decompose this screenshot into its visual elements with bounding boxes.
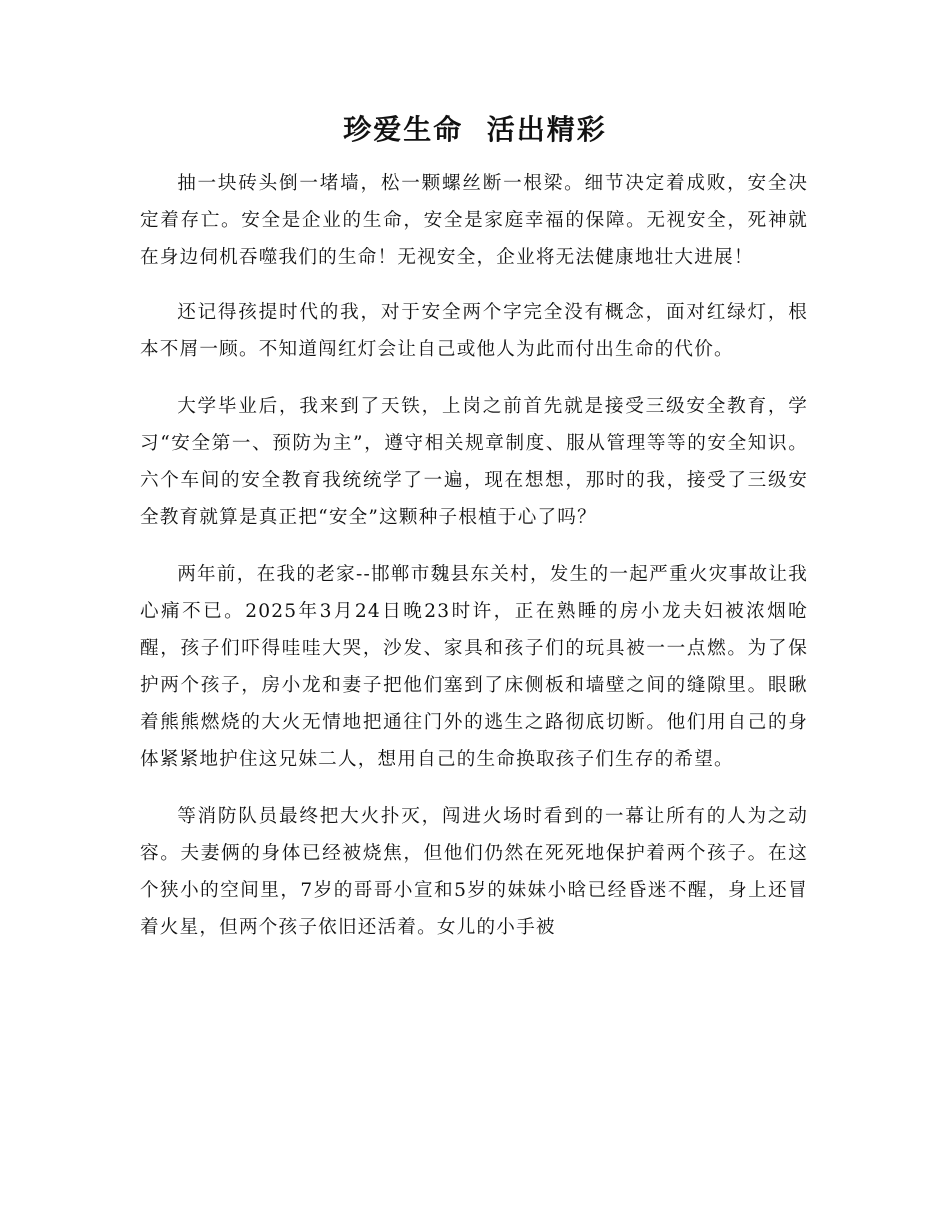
- document-body: [140, 165, 808, 966]
- paragraph-1: 抽一块砖头倒一堵墙，松一颗螺丝断一根梁。细节决定着成败，安全决定着存亡。安全是企业的生命，安全是家庭幸福的保障。无视安全，死神就在身边伺机吞噬我们的生命！无视安全，企业将无法健康地壮大进展！: [140, 173, 808, 268]
- paragraph-5: 等消防队员最终把大火扑灭，闯进火场时看到的一幕让所有的人为之动容。夫妻俩的身体已经被烧焦，但他们仍然在死死地保护着两个孩子。在这个狭小的空间里，7岁的哥哥小宣和5岁的妹妹小晗已经昏迷不醒，身上还冒着火星，但两个孩子依旧还活着。女儿的小手被: [140, 806, 808, 938]
- paragraph-2: 还记得孩提时代的我，对于安全两个字完全没有概念，面对红绿灯，根本不屑一顾。不知道闯红灯会让自己或他人为此而付出生命的代价。: [140, 302, 808, 360]
- paragraph-4: 两年前，在我的老家--邯郸市魏县东关村，发生的一起严重火灾事故让我心痛不已。2025年3月24日晚23时许，正在熟睡的房小龙夫妇被浓烟呛醒，孩子们吓得哇哇大哭，沙发、家具和孩子们的玩具被一一点燃。为了保护两个孩子，房小龙和妻子把他们塞到了床侧板和墙壁之间的缝隙里。眼瞅着熊熊燃烧的大火无情地把通往门外的逃生之路彻底切断。他们用自己的身体紧紧地护住这兄妹二人，想用自己的生命换取孩子们生存的希望。: [140, 564, 808, 770]
- paragraph-3: 大学毕业后，我来到了天铁，上岗之前首先就是接受三级安全教育，学习“安全第一、预防为主”，遵守相关规章制度、服从管理等等的安全知识。六个车间的安全教育我统统学了一遍，现在想想，那时的我，接受了三级安全教育就算是真正把“安全”这颗种子根植于心了吗？: [140, 396, 808, 528]
- document-title: 珍爱生命 活出精彩: [343, 113, 607, 146]
